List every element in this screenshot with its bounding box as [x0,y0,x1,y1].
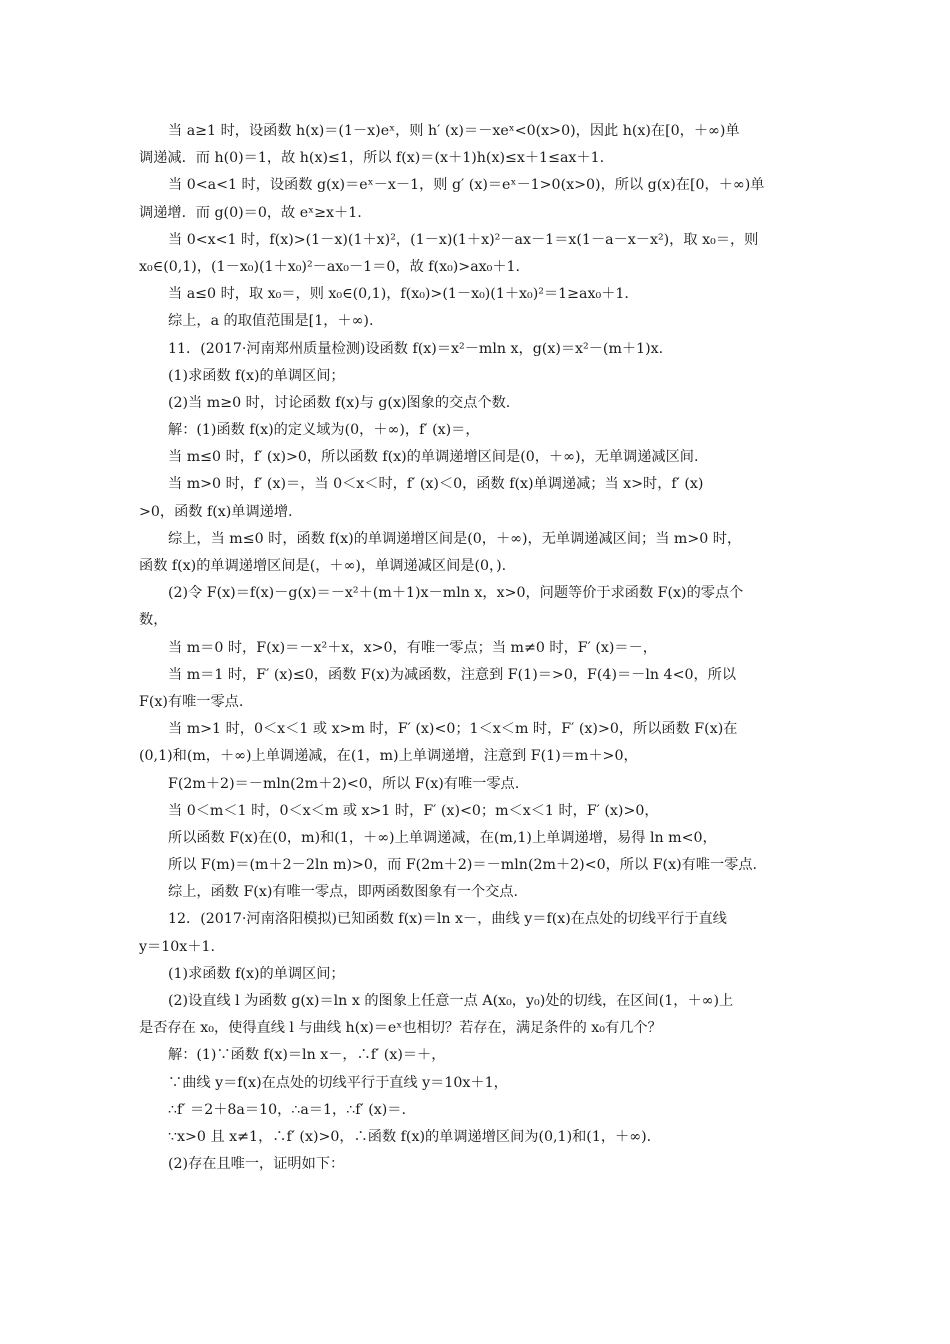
text-line: (2)存在且唯一，证明如下： [168,1156,345,1173]
text-line: 调递增．而 g(0)＝0，故 eˣ≥x＋1. [139,204,362,221]
text-line: 当 0<a<1 时，设函数 g(x)＝eˣ－x－1，则 g′ (x)＝eˣ－1>0(x>0)，所以 g(x)在[0，＋∞)单 [168,177,765,194]
text-line: F(x)有唯一零点. [139,693,244,710]
text-line: y＝10x＋1. [139,938,215,955]
text-line: x₀∈(0,1)，(1－x₀)(1＋x₀)²－ax₀－1＝0，故 f(x₀)>ax₀＋1. [139,258,521,275]
text-line: (0,1)和(m，＋∞)上单调递减，在(1，m)上单调递增，注意到 F(1)＝m＋>0， [139,748,638,765]
text-line: 所以 F(m)＝(m＋2－2ln m)>0，而 F(2m＋2)＝－mln(2m＋2)<0，所以 F(x)有唯一零点. [168,857,758,874]
text-line: 是否存在 x₀，使得直线 l 与曲线 h(x)＝eˣ也相切？若存在，满足条件的 x₀有几个？ [139,1020,662,1037]
text-line: F(2m＋2)＝－mln(2m＋2)<0，所以 F(x)有唯一零点. [168,775,520,792]
text-line: ∵曲线 y＝f(x)在点处的切线平行于直线 y＝10x＋1， [168,1074,508,1091]
text-line: 当 m＝0 时，F(x)＝－x²＋x，x>0，有唯一零点；当 m≠0 时，F′ (x)＝－， [168,639,657,656]
text-line: 当 m≤0 时，f′ (x)>0，所以函数 f(x)的单调递增区间是(0，＋∞)，无单调递减区间. [168,449,699,466]
text-line: 数， [139,612,168,629]
text-line: (1)求函数 f(x)的单调区间； [168,367,345,384]
text-line: 当 m>1 时，0＜x＜1 或 x>m 时，F′ (x)<0；1＜x＜m 时，F′ (x)>0，所以函数 F(x)在 [168,721,738,738]
text-line: 解：(1)∵函数 f(x)＝ln x－，∴f′ (x)＝＋， [168,1047,446,1064]
text-line: (2)当 m≥0 时，讨论函数 f(x)与 g(x)图象的交点个数. [168,394,511,411]
text-line: 当 m＝1 时，F′ (x)≤0，函数 F(x)为减函数，注意到 F(1)＝>0，F(4)＝－ln 4<0，所以 [168,666,737,683]
text-line: (2)设直线 l 为函数 g(x)＝ln x 的图象上任意一点 A(x₀，y₀)处的切线，在区间(1，＋∞)上 [168,993,734,1009]
text-line: >0，函数 f(x)单调递增. [139,503,293,520]
text-line: 函数 f(x)的单调递增区间是(，＋∞)，单调递减区间是(0，). [139,558,507,574]
document-body [139,118,839,1178]
text-line: 当 a≤0 时，取 x₀＝，则 x₀∈(0,1)，f(x₀)>(1－x₀)(1＋x₀)²＝1≥ax₀＋1. [168,286,629,303]
text-line: (1)求函数 f(x)的单调区间； [168,965,345,982]
text-line: 综上，函数 F(x)有唯一零点，即两函数图象有一个交点. [168,884,519,901]
text-line: 当 a≥1 时，设函数 h(x)＝(1－x)eˣ，则 h′ (x)＝－xeˣ<0(x>0)，因此 h(x)在[0，＋∞)单 [168,123,740,139]
text-line: 当 0<x<1 时，f(x)>(1－x)(1＋x)²，(1－x)(1＋x)²－ax－1＝x(1－a－x－x²)，取 x₀＝，则 [168,231,759,248]
text-line: 综上，a 的取值范围是[1，＋∞). [168,313,374,330]
text-line: 所以函数 F(x)在(0，m)和(1，＋∞)上单调递减，在(m,1)上单调递增，易得 ln m<0， [168,829,717,846]
text-line: 当 m>0 时，f′ (x)＝，当 0＜x＜时，f′ (x)＜0，函数 f(x)单调递减；当 x>时，f′ (x) [168,476,704,493]
text-line: 解：(1)函数 f(x)的定义域为(0，＋∞)，f′ (x)＝， [168,422,480,439]
text-line: ∵x>0 且 x≠1，∴f′ (x)>0，∴函数 f(x)的单调递增区间为(0,1)和(1，＋∞). [168,1128,652,1145]
text-line: 调递减．而 h(0)＝1，故 h(x)≤1，所以 f(x)＝(x＋1)h(x)≤x＋1≤ax＋1. [139,150,605,167]
text-line: 综上，当 m≤0 时，函数 f(x)的单调递增区间是(0，＋∞)，无单调递减区间；当 m>0 时， [168,530,742,547]
text-line: 12．(2017·河南洛阳模拟)已知函数 f(x)＝ln x－，曲线 y＝f(x)在点处的切线平行于直线 [168,911,727,928]
text-line: 当 0＜m＜1 时，0＜x＜m 或 x>1 时，F′ (x)<0；m＜x＜1 时，F′ (x)>0， [168,802,659,819]
text-line: (2)令 F(x)＝f(x)－g(x)＝－x²＋(m＋1)x－mln x，x>0，问题等价于求函数 F(x)的零点个 [168,585,744,602]
text-line: 11．(2017·河南郑州质量检测)设函数 f(x)＝x²－mln x，g(x)＝x²－(m＋1)x. [168,340,664,357]
text-line: ∴f′ ＝2＋8a＝10，∴a＝1，∴f′ (x)＝. [168,1101,406,1118]
